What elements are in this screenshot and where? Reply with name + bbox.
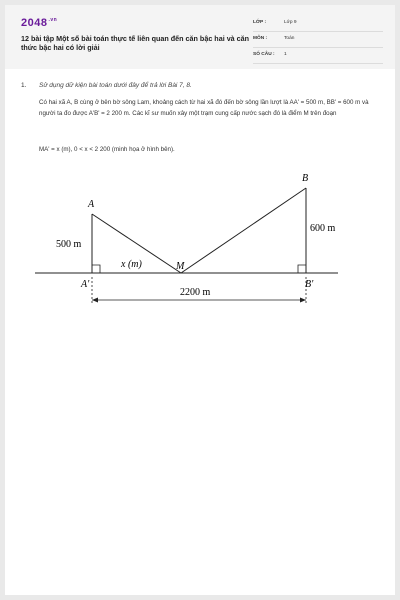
bb-length-label: 600 m xyxy=(310,223,336,234)
site-logo[interactable]: $2048^{.vn}$ xyxy=(21,17,58,29)
point-b-prime-label: B' xyxy=(305,279,314,290)
dim-arrow-right xyxy=(300,298,306,303)
point-a-label: A xyxy=(88,199,95,210)
geometry-figure xyxy=(5,5,395,595)
point-b-label: B xyxy=(302,173,309,184)
point-a-prime-label: A' xyxy=(81,279,90,290)
base-length-label: 2200 m xyxy=(180,287,211,298)
question-intro: Sử dụng dữ kiện bài toán dưới đây để trả lời Bài 7, 8. xyxy=(39,82,192,89)
meta-value: 1 xyxy=(284,52,287,57)
meta-key: MÔN : xyxy=(253,36,268,41)
question-condition: MA' = x (m), 0 < x < 2 200 (minh họa ở hình bên). xyxy=(39,146,175,153)
right-angle-mark-b xyxy=(298,265,306,273)
question-body: Có hai xã A, B cùng ở bên bờ sông Lam, khoảng cách từ hai xã đó đến bờ sông lần lượt là AA' = 500 m, BB' = 600 m và người ta đo được A'B' = 2 200 m. Các kĩ sư muốn xây một trạm cung cấp nước sạch đó là điểm M trên đoạn xyxy=(39,99,369,117)
segment-mb xyxy=(181,188,306,273)
right-angle-mark-a xyxy=(92,265,100,273)
point-m-label: M xyxy=(176,261,185,272)
meta-key: LỚP : xyxy=(253,20,267,25)
aa-length-label: 500 m xyxy=(56,239,82,250)
meta-key: SỐ CÂU : xyxy=(253,52,275,57)
meta-value: Lớp 9 xyxy=(284,20,297,25)
meta-value: Toán xyxy=(284,36,295,41)
document-page xyxy=(5,5,395,595)
question-number: 1. xyxy=(21,82,27,89)
x-length-label: x (m) xyxy=(121,259,142,270)
document-title: 12 bài tập Một số bài toán thực tế liên quan đến căn bậc hai và căn thức bậc hai có lời giải xyxy=(21,34,250,52)
dim-arrow-left xyxy=(92,298,98,303)
